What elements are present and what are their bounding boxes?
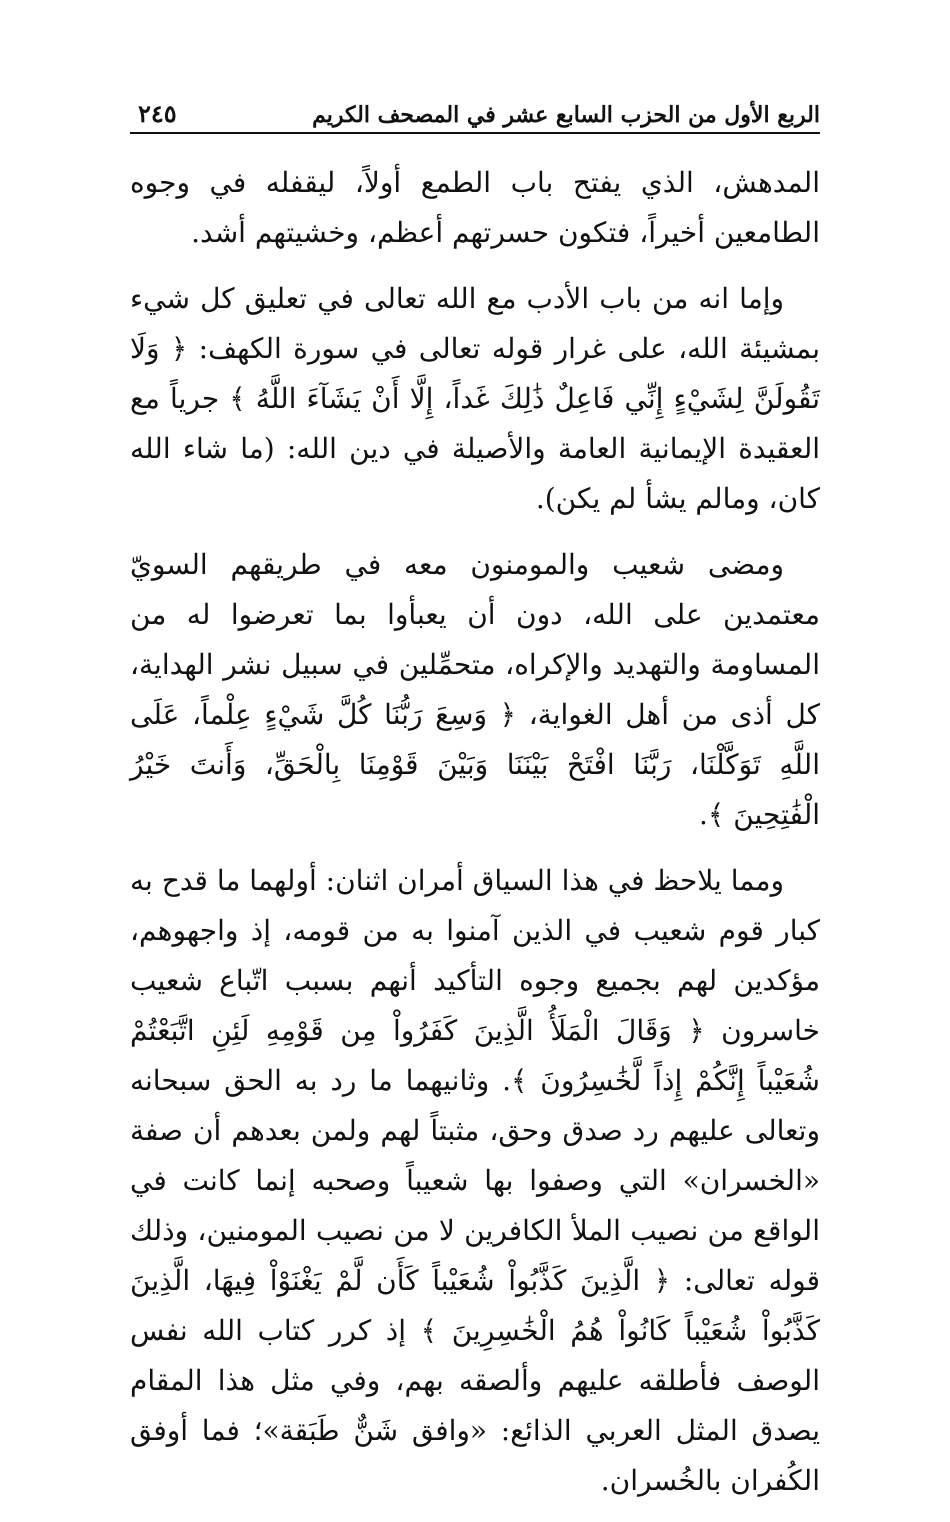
page-number: ٢٤٥ xyxy=(138,99,177,128)
paragraph-2: وإما انه من باب الأدب مع الله تعالى في تعليق كل شيء بمشيئة الله، على غرار قوله تعالى في سورة الكهف: ﴿ وَلَا تَقُولَنَّ لِشَيْءٍ إِنِّي فَاعِلٌ ذَٰلِكَ غَداً، إِلَّا أَنْ يَشَآءَ اللَّهُ ﴾ جرياً مع العقيدة الإيمانية العامة والأصيلة في دين الله: (ما شاء الله كان، ومالم يشأ لم يكن). xyxy=(130,282,820,515)
body-text xyxy=(130,158,820,1522)
paragraph-1: المدهش، الذي يفتح باب الطمع أولاً، ليقفله في وجوه الطامعين أخيراً، فتكون حسرتهم أعظم، وخشيتهم أشد. xyxy=(130,166,820,249)
paragraph-3: ومضى شعيب والمومنون معه في طريقهم السويّ معتمدين على الله، دون أن يعبأوا بما تعرضوا له من المساومة والتهديد والإكراه، متحمِّلين في سبيل نشر الهداية، كل أذى من أهل الغواية، ﴿ وَسِعَ رَبُّنَا كُلَّ شَيْءٍ عِلْماً، عَلَى اللَّهِ تَوَكَّلْنَا، رَبَّنَا افْتَحْ بَيْنَنَا وَبَيْنَ قَوْمِنَا بِالْحَقِّ، وَأَنتَ خَيْرُ الْفَٰتِحِينَ ﴾. xyxy=(130,548,821,831)
running-title: الربع الأول من الحزب السابع عشر في المصحف الكريم xyxy=(312,102,820,128)
running-header xyxy=(130,92,820,134)
paragraph-4: ومما يلاحظ في هذا السياق أمران اثنان: أولهما ما قدح به كبار قوم شعيب في الذين آمنوا به من قومه، إذ واجهوهم، مؤكدين لهم بجميع وجوه التأكيد أنهم بسبب اتّباع شعيب خاسرون ﴿ وَقَالَ الْمَلَأُ الَّذِينَ كَفَرُواْ مِن قَوْمِهِ لَئِنِ اتَّبَعْتُمْ شُعَيْباً إِنَّكُمْ إِذاً لَّخَٰسِرُونَ ﴾. وثانيهما ما رد به الحق سبحانه وتعالى عليهم رد صدق وحق، مثبتاً لهم ولمن بعدهم أن صفة «الخسران» التي وصفوا بها شعيباً وصحبه إنما كانت في الواقع من نصيب الملأ الكافرين لا من نصيب المومنين، وذلك قوله تعالى: ﴿ الَّذِينَ كَذَّبُواْ شُعَيْباً كَأَن لَّمْ يَغْنَوْاْ فِيهَا، الَّذِينَ كَذَّبُواْ شُعَيْباً كَانُواْ هُمُ الْخَٰسِرِينَ ﴾ إذ كرر كتاب الله نفس الوصف فأطلقه عليهم وألصقه بهم، وفي مثل هذا المقام يصدق المثل العربي الذائع: «وافق شَنٌّ طَبَقة»؛ فما أوفق الكُفران بالخُسران. xyxy=(130,864,820,1497)
